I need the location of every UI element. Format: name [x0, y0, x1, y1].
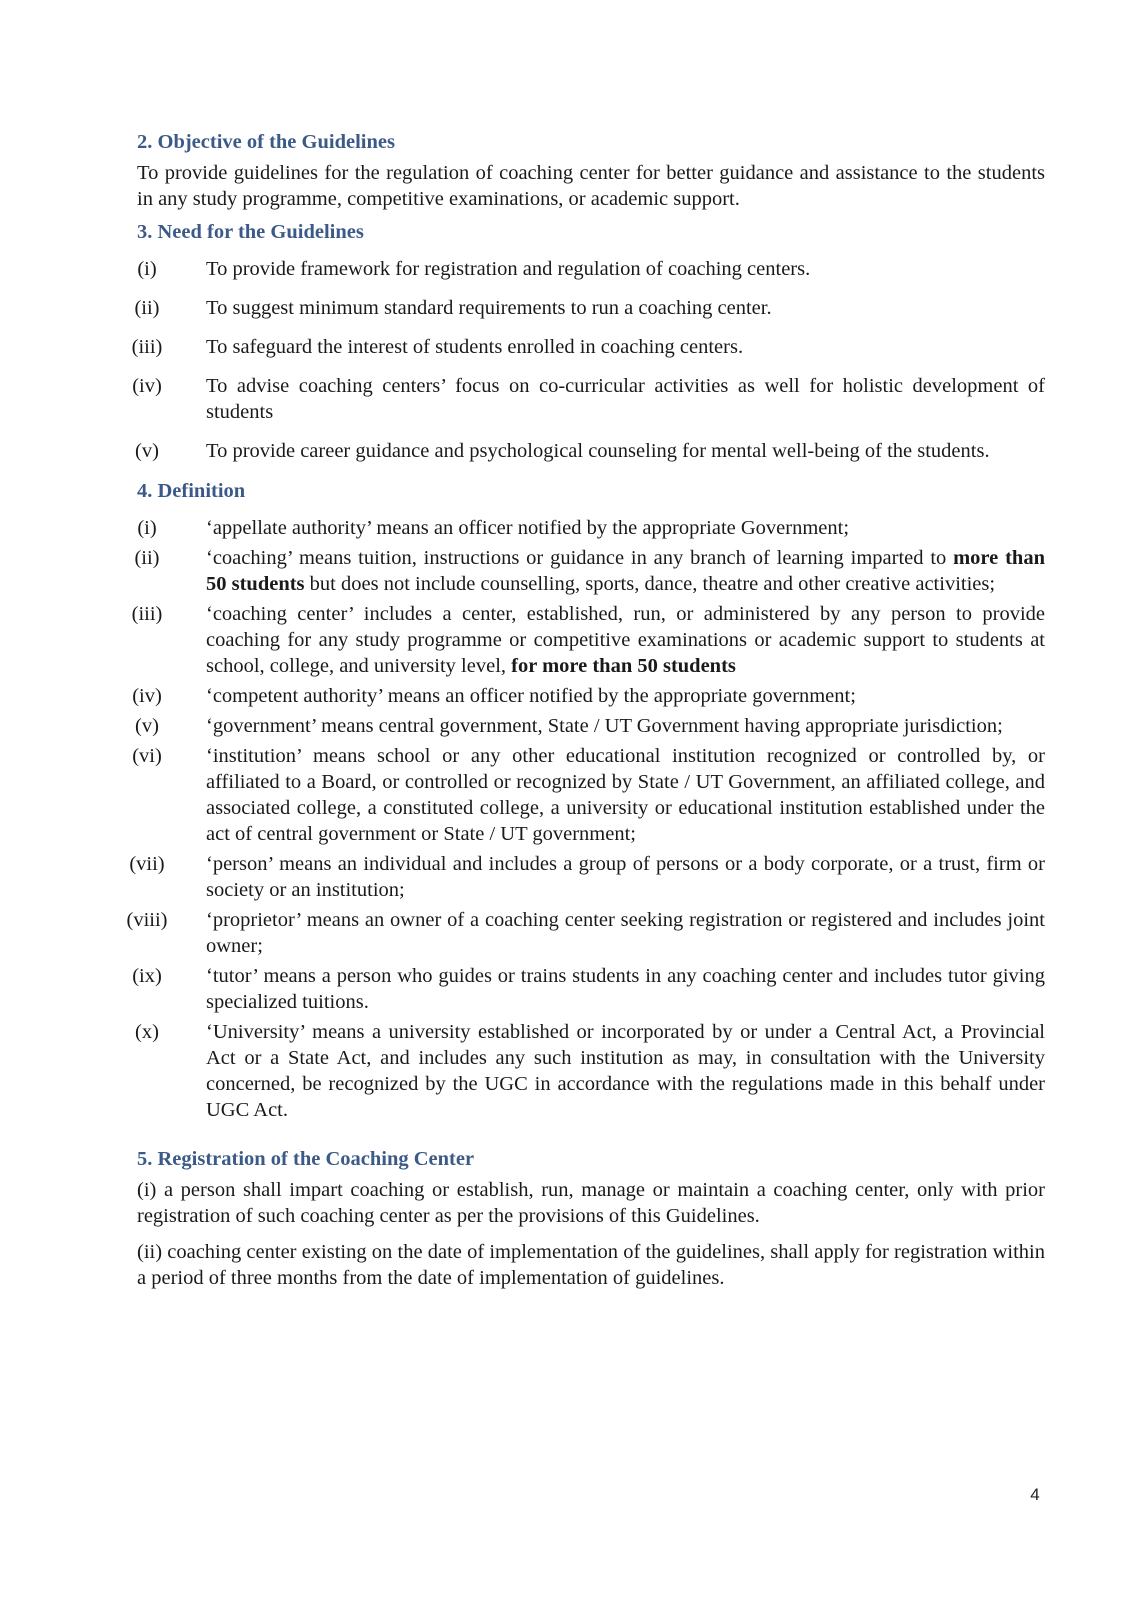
item-number: (iv) [132, 685, 162, 707]
item-text: ‘institution’ means school or any other educational institution recognized or controlled by, or affiliated to a Board, or controlled or recognized by State / UT Government, an affiliated college, and associated college, a constituted college, a university or educational institution established under the act of central government or State / UT government; [206, 745, 1045, 845]
item-text: To suggest minimum standard requirements to run a coaching center. [206, 297, 772, 319]
item-number: (x) [135, 1021, 159, 1043]
definition-item [137, 713, 1045, 739]
item-number: (iii) [131, 603, 163, 625]
item-number: (vi) [132, 745, 162, 767]
section-registration [137, 1145, 1045, 1291]
definition-item [129, 851, 1045, 903]
item-number: (i) [137, 517, 157, 539]
item-text: To provide framework for registration and regulation of coaching centers. [206, 258, 811, 280]
definition-item [131, 601, 1045, 679]
section-heading-objective: 2. Objective of the Guidelines [137, 131, 395, 153]
page-number: 4 [1030, 1485, 1040, 1504]
item-text: ‘appellate authority’ means an officer notified by the appropriate Government; [206, 517, 850, 539]
section-need [131, 218, 1045, 464]
item-text: ‘coaching center’ includes a center, established, run, or administered by any person to provide coaching for any study programme or competitive examinations or academic support to students at school, college, and university level, [206, 603, 1045, 677]
definition-item [137, 1019, 1045, 1123]
item-number: (iv) [132, 375, 162, 397]
item-number: (iii) [131, 336, 163, 358]
item-text: ‘competent authority’ means an officer notified by the appropriate government; [206, 685, 856, 707]
need-item [134, 295, 1045, 321]
item-text: ‘tutor’ means a person who guides or trains students in any coaching center and includes tutor giving specialized tuitions. [206, 965, 1045, 1013]
item-text: ‘University’ means a university established or incorporated by or under a Central Act, a Provincial Act or a State Act, and includes any such institution as may, in consultation with the University concerned, be recognized by the UGC in accordance with the regulations made in this behalf under UGC Act. [206, 1021, 1045, 1121]
definition-item [134, 545, 1045, 597]
section-heading-need: 3. Need for the Guidelines [137, 221, 364, 243]
definition-item [132, 683, 1045, 709]
item-text: but does not include counselling, sports, dance, theatre and other creative activities; [304, 573, 996, 595]
section-heading-definition: 4. Definition [137, 480, 246, 502]
item-number: (v) [135, 715, 159, 737]
item-text: ‘coaching’ means tuition, instructions or guidance in any branch of learning imparted to [206, 547, 954, 569]
need-item [137, 256, 1045, 282]
item-number: (viii) [126, 909, 168, 931]
item-number: (v) [135, 440, 159, 462]
item-bold-text: for more than 50 students [511, 655, 736, 677]
item-number: (i) [137, 258, 157, 280]
item-number: (ix) [132, 965, 162, 987]
item-text: ‘government’ means central government, State / UT Government having appropriate jurisdiction; [206, 715, 1003, 737]
objective-paragraph: To provide guidelines for the regulation of coaching center for better guidance and assistance to the students in any study programme, competitive examinations, or academic support. [137, 162, 1045, 210]
need-item [131, 334, 1045, 360]
item-number: (vii) [129, 853, 165, 875]
need-item [132, 373, 1045, 425]
registration-paragraph: (i) a person shall impart coaching or establish, run, manage or maintain a coaching center, only with prior registration of such coaching center as per the provisions of this Guidelines. [137, 1179, 1045, 1227]
definition-item [132, 743, 1045, 847]
item-text: ‘proprietor’ means an owner of a coaching center seeking registration or registered and includes joint owner; [206, 909, 1045, 957]
item-bold-text: more than 50 students [206, 547, 1045, 595]
need-item [137, 438, 1045, 464]
page-content [126, 128, 1045, 1297]
definition-list [126, 515, 1045, 1123]
registration-paragraph: (ii) coaching center existing on the date of implementation of the guidelines, shall apply for registration within a period of three months from the date of implementation of guidelines. [137, 1241, 1045, 1289]
item-number: (ii) [134, 297, 160, 319]
need-list [131, 256, 1045, 464]
definition-item [132, 963, 1045, 1015]
item-text: To advise coaching centers’ focus on co-curricular activities as well for holistic development of students [206, 375, 1045, 423]
item-number: (ii) [134, 547, 160, 569]
item-text: ‘person’ means an individual and includes a group of persons or a body corporate, or a trust, firm or society or an institution; [206, 853, 1045, 901]
item-text: To safeguard the interest of students enrolled in coaching centers. [206, 336, 744, 358]
item-text: To provide career guidance and psychological counseling for mental well-being of the students. [206, 440, 990, 462]
definition-item [126, 907, 1045, 959]
section-definition [126, 477, 1045, 1123]
section-heading-registration: 5. Registration of the Coaching Center [137, 1148, 475, 1170]
definition-item [137, 515, 1045, 541]
section-objective [137, 128, 1045, 212]
